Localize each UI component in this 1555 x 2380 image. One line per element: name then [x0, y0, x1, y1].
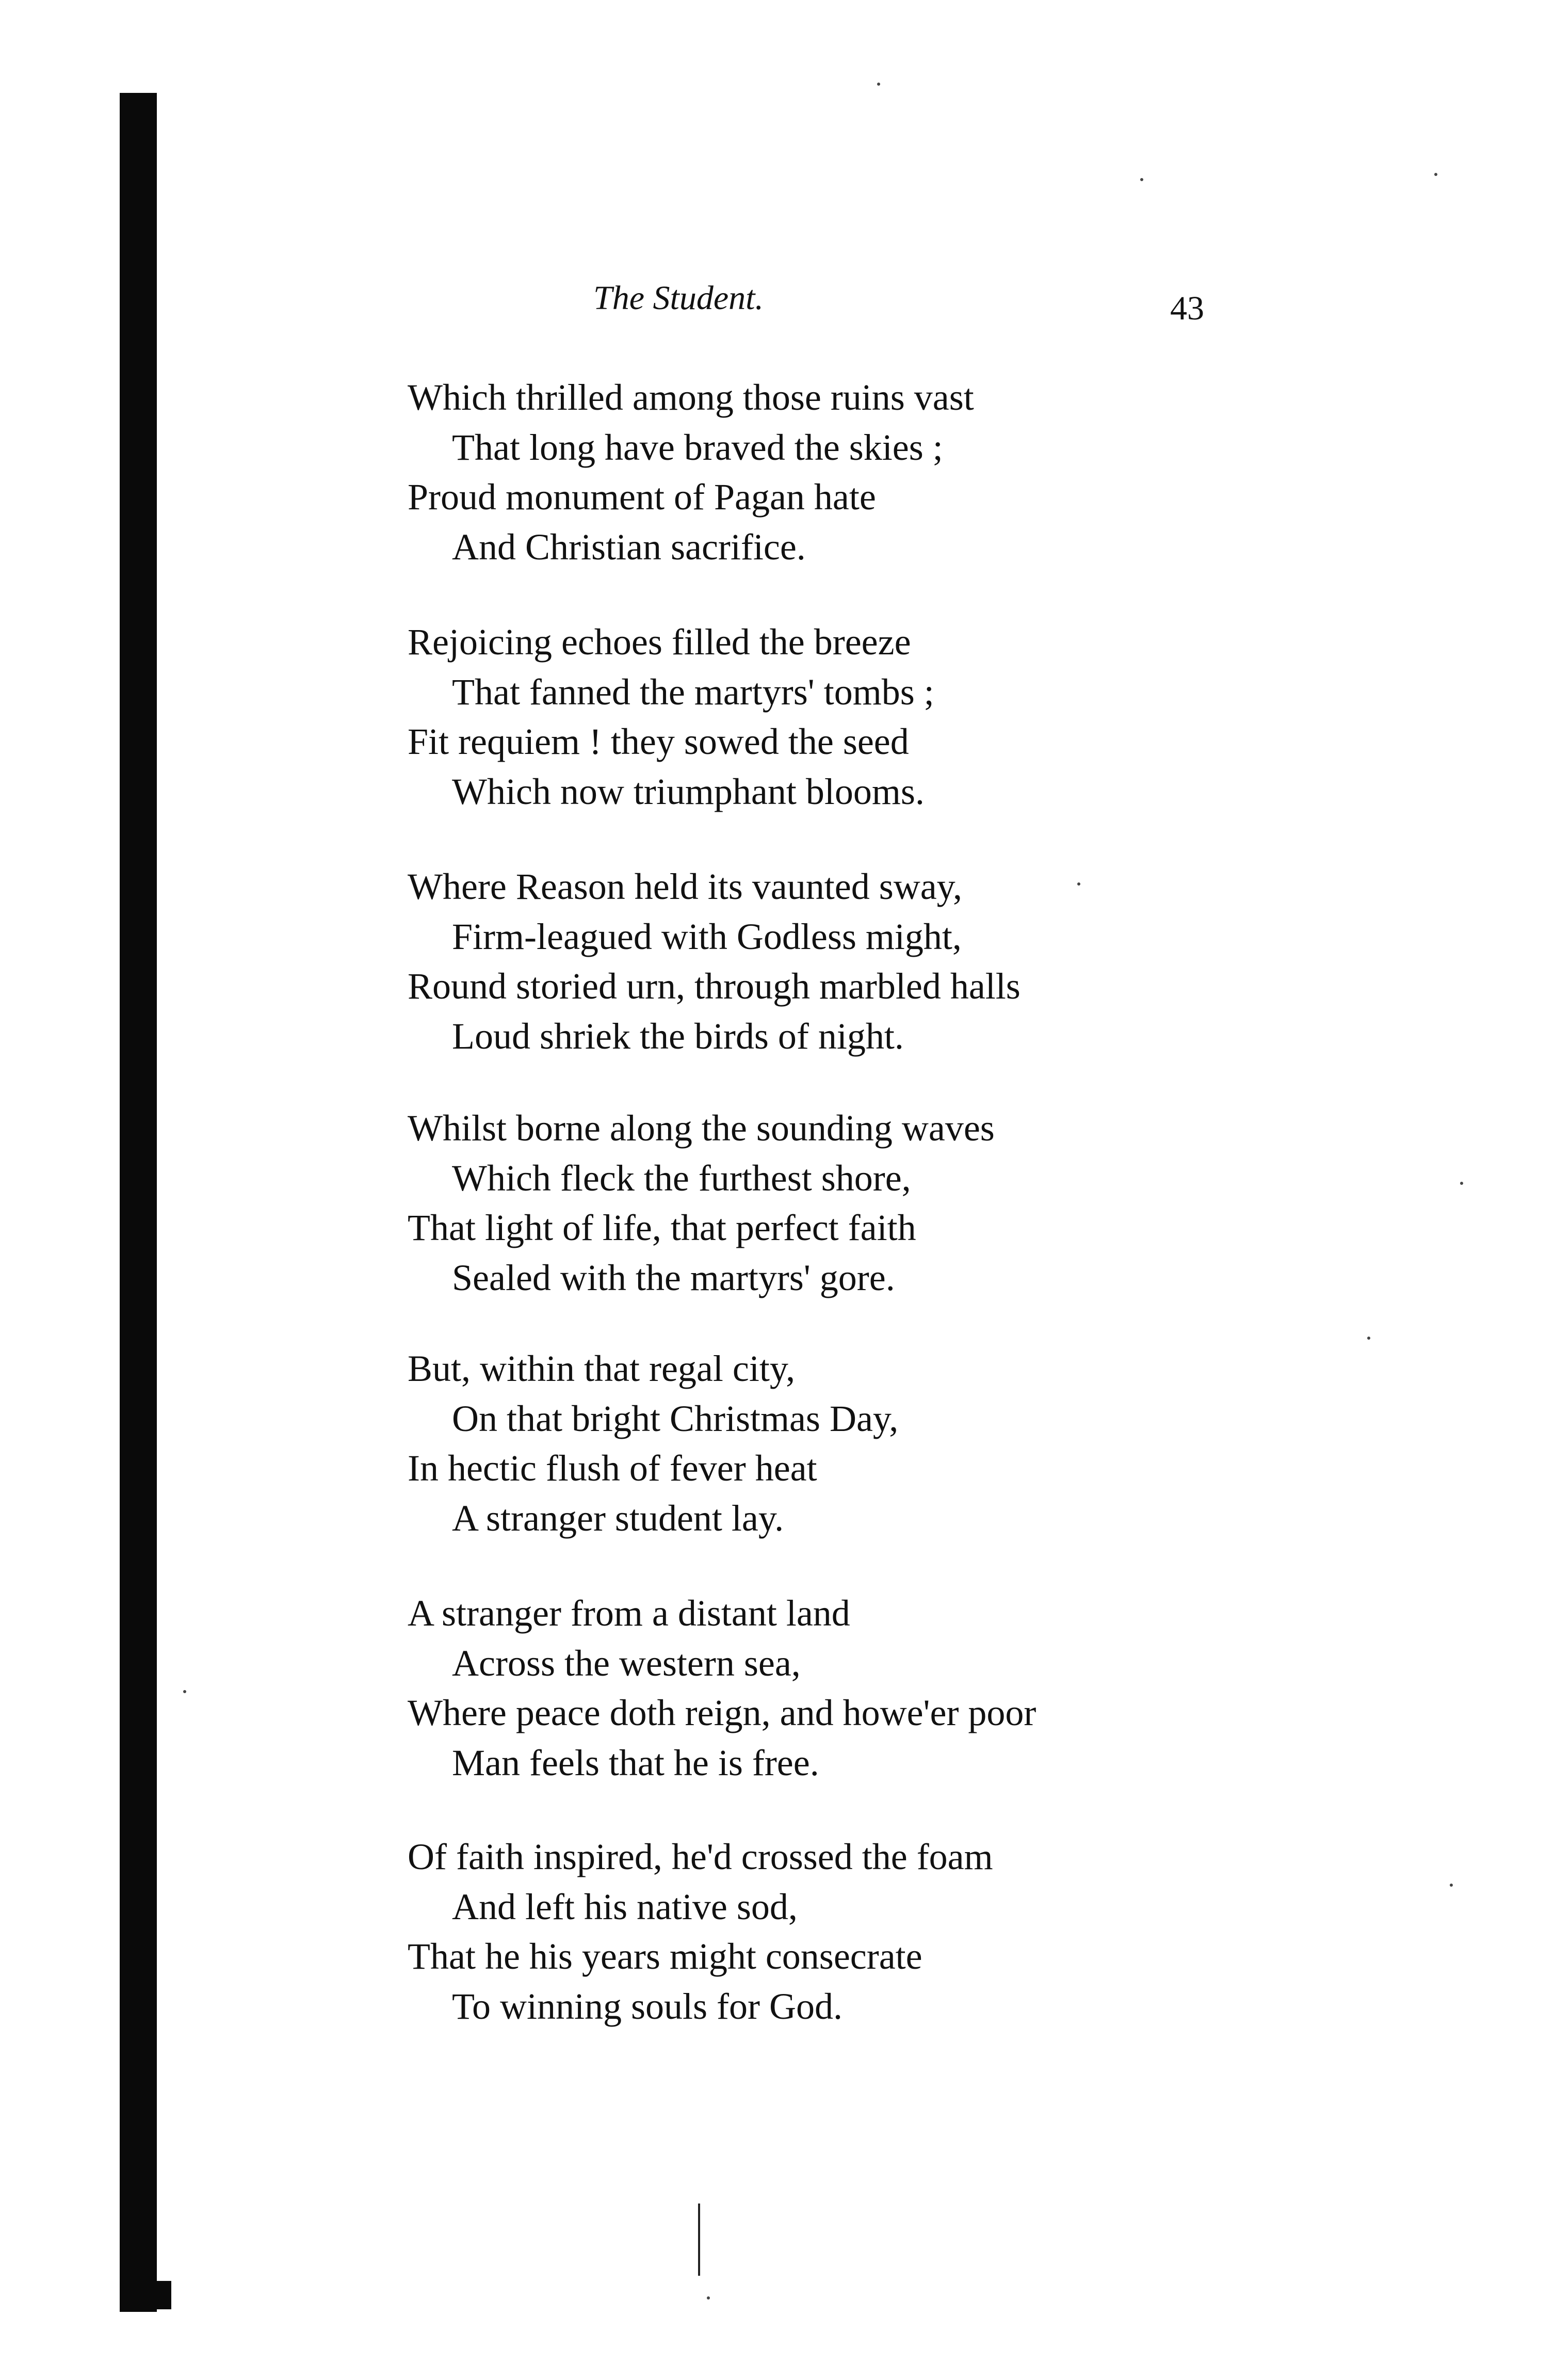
- verse-line: Loud shriek the birds of night.: [452, 1015, 904, 1057]
- binding-shadow: [120, 93, 157, 2312]
- verse-line: Which fleck the furthest shore,: [452, 1157, 911, 1199]
- verse-line: On that bright Christmas Day,: [452, 1397, 899, 1439]
- verse-line: Where peace doth reign, and howe'er poor: [408, 1692, 1036, 1733]
- stray-mark: [698, 2204, 700, 2276]
- stanza-7: [408, 1832, 1233, 2031]
- verse-line: That light of life, that perfect faith: [408, 1207, 916, 1248]
- paper-speck: [1140, 178, 1143, 181]
- verse-line: Across the western sea,: [452, 1642, 801, 1684]
- stanza-6: [408, 1588, 1233, 1788]
- verse-line: A stranger student lay.: [452, 1497, 784, 1539]
- paper-speck: [1077, 882, 1080, 886]
- verse-line: To winning souls for God.: [452, 1985, 843, 2027]
- verse-line: Which thrilled among those ruins vast: [408, 377, 974, 418]
- paper-speck: [877, 83, 880, 86]
- stanza-2: [408, 617, 1233, 816]
- paper-speck: [1367, 1337, 1370, 1340]
- stanza-4: [408, 1103, 1233, 1302]
- verse-line: Where Reason held its vaunted sway,: [408, 866, 963, 907]
- verse-line: Firm-leagued with Godless might,: [452, 915, 962, 957]
- paper-speck: [1460, 1182, 1463, 1185]
- verse-line: That long have braved the skies ;: [452, 426, 943, 468]
- stanza-5: [408, 1344, 1233, 1543]
- verse-line: And left his native sod,: [452, 1886, 798, 1927]
- verse-line: Man feels that he is free.: [452, 1742, 819, 1783]
- verse-line: A stranger from a distant land: [408, 1593, 850, 1634]
- verse-line: That fanned the martyrs' tombs ;: [452, 671, 934, 713]
- verse-line: Round storied urn, through marbled halls: [408, 966, 1021, 1007]
- paper-speck: [183, 1690, 186, 1693]
- paper-speck: [1434, 173, 1437, 176]
- verse-line: Proud monument of Pagan hate: [408, 476, 876, 518]
- page-number: 43: [1170, 290, 1204, 327]
- binding-shadow-foot: [120, 2281, 171, 2309]
- verse-line: Which now triumphant blooms.: [452, 770, 925, 812]
- stanza-1: [408, 373, 1233, 572]
- paper-speck: [1450, 1884, 1453, 1887]
- verse-line: And Christian sacrifice.: [452, 526, 806, 568]
- verse-line: Rejoicing echoes filled the breeze: [408, 621, 911, 663]
- verse-line: Fit requiem ! they sowed the seed: [408, 721, 909, 762]
- stanza-3: [408, 862, 1233, 1061]
- verse-line: In hectic flush of fever heat: [408, 1448, 817, 1489]
- verse-line: That he his years might consecrate: [408, 1936, 922, 1977]
- verse-line: But, within that regal city,: [408, 1348, 796, 1389]
- running-title: The Student.: [593, 279, 764, 317]
- paper-speck: [707, 2296, 710, 2299]
- verse-line: Sealed with the martyrs' gore.: [452, 1257, 895, 1298]
- verse-line: Of faith inspired, he'd crossed the foam: [408, 1836, 993, 1877]
- verse-line: Whilst borne along the sounding waves: [408, 1107, 995, 1149]
